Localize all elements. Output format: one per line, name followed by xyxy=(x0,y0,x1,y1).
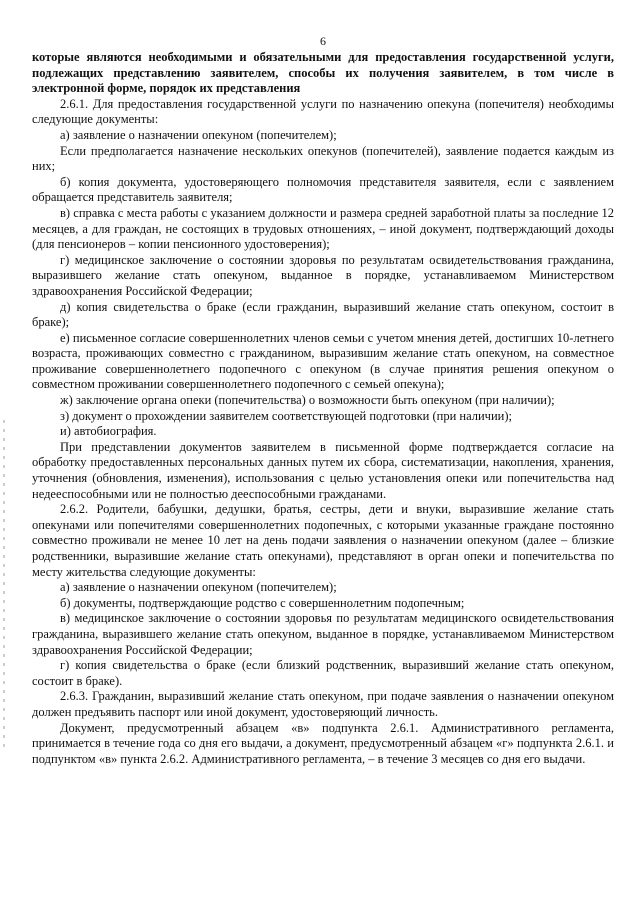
section-heading-continuation: которые являются необходимыми и обязательными для предоставления государственной услуги, подлежащих представлению заявителем, способы их получения заявителем, в том числе в электронной форме, порядок их представления xyxy=(32,50,614,96)
document-body xyxy=(32,97,614,768)
paragraph: 2.6.1. Для предоставления государственной услуги по назначению опекуна (попечителя) необходимы следующие документы: xyxy=(32,96,614,127)
paragraph: в) медицинское заключение о состоянии здоровья по результатам медицинского освидетельствования гражданина, выразившего желание стать опекуном, выданное в порядке, устанавливаемом Министерством здравоохранения Российской Федерации; xyxy=(32,611,614,657)
paragraph: г) копия свидетельства о браке (если близкий родственник, выразивший желание стать опекуном, состоит в браке). xyxy=(32,658,614,688)
paragraph: 2.6.3. Гражданин, выразивший желание стать опекуном, при подаче заявления о назначении опекуном должен предъявить паспорт или иной документ, удостоверяющий личность. xyxy=(32,689,614,719)
paragraph: При представлении документов заявителем в письменной форме подтверждается согласие на обработку предоставленных персональных данных путем их сбора, систематизации, накопления, хранения, уточнения (обновления, изменения), использования с целью установления опеки или попечительства над недееспособными или не полностью дееспособными гражданами. xyxy=(32,439,614,501)
paragraph: ж) заключение органа опеки (попечительства) о возможности быть опекуном (при наличии); xyxy=(60,393,555,408)
paragraph: Документ, предусмотренный абзацем «в» подпункта 2.6.1. Административного регламента, принимается в течение года со дня его выдачи, а документ, предусмотренный абзацем «г» подпункта 2.6.1. и подпунктом «в» пункта 2.6.2. Административного регламента, – в течение 3 месяцев со дня его выдачи. xyxy=(32,720,614,766)
paragraph: Если предполагается назначение нескольких опекунов (попечителей), заявление подается каждым из них; xyxy=(32,143,614,174)
paragraph: 2.6.2. Родители, бабушки, дедушки, братья, сестры, дети и внуки, выразившие желание стать опекунами или попечителями совершеннолетних подопечных, с которыми указанные граждане постоянно совместно проживали не менее 10 лет на день подачи заявления о назначении опекуном (далее – близкие родственники, выразившие желание стать опекунами), представляют в орган опеки и попечительства по месту жительства следующие документы: xyxy=(32,502,614,579)
paragraph: и) автобиография. xyxy=(60,424,157,439)
paragraph: з) документ о прохождении заявителем соответствующей подготовки (при наличии); xyxy=(60,408,512,423)
page-number: 6 xyxy=(320,34,326,48)
paragraph: б) копия документа, удостоверяющего полномочия представителя заявителя, если с заявлением обращается представитель заявителя; xyxy=(32,174,614,205)
paragraph: г) медицинское заключение о состоянии здоровья по результатам освидетельствования гражданина, выразившего желание стать опекуном, выданное в порядке, устанавливаемом Министерством здравоохранения Российской Федерации; xyxy=(32,252,614,298)
paragraph: в) справка с места работы с указанием должности и размера средней заработной платы за последние 12 месяцев, а для граждан, не состоящих в трудовых отношениях, – иной документ, подтверждающий доходы (для пенсионеров – копии пенсионного удостоверения); xyxy=(32,205,614,252)
paragraph: а) заявление о назначении опекуном (попечителем); xyxy=(60,127,337,142)
paragraph: а) заявление о назначении опекуном (попечителем); xyxy=(60,580,337,595)
paragraph: е) письменное согласие совершеннолетних членов семьи с учетом мнения детей, достигших 10-летнего возраста, проживающих совместно с гражданином, выразившим желание стать опекуном, на совместное проживание совершеннолетнего подопечного с опекуном (в случае принятия решения опекуном о совместном проживании совершеннолетнего подопечного с семьей опекуна); xyxy=(32,330,614,392)
paragraph: д) копия свидетельства о браке (если гражданин, выразивший желание стать опекуном, состоит в браке); xyxy=(32,299,614,330)
paragraph: б) документы, подтверждающие родство с совершеннолетним подопечным; xyxy=(60,595,465,610)
